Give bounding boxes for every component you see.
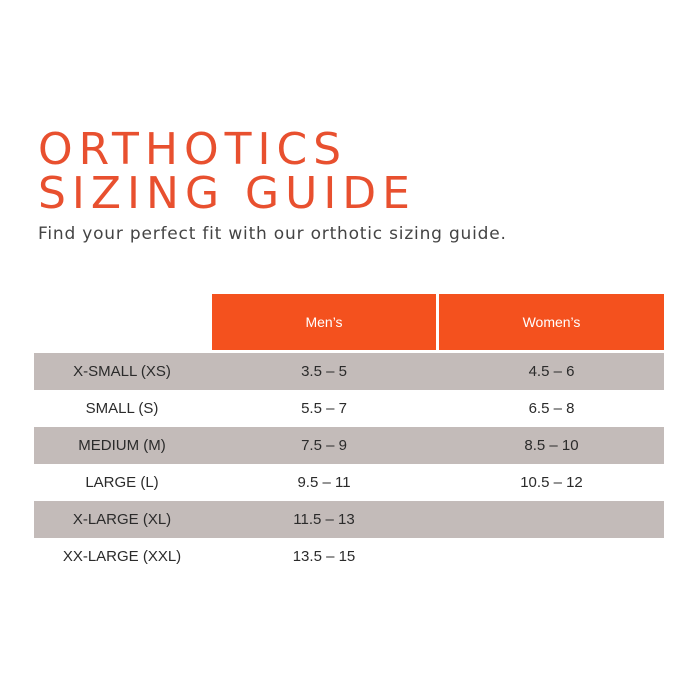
table-row (34, 353, 664, 390)
table-row (34, 501, 664, 538)
sizing-table (34, 294, 664, 565)
womens-size: 10.5 – 12 (520, 474, 583, 491)
mens-size: 5.5 – 7 (301, 400, 347, 417)
table-row (34, 390, 664, 427)
title-line-2: SIZING GUIDE (38, 168, 416, 219)
table-body (34, 353, 664, 575)
mens-size: 13.5 – 15 (292, 548, 356, 565)
size-label: X-SMALL (XS) (73, 363, 171, 380)
table-row (34, 464, 664, 501)
table-row (34, 427, 664, 464)
mens-size: 3.5 – 5 (301, 363, 347, 380)
size-label: MEDIUM (M) (78, 437, 166, 454)
womens-size (439, 538, 664, 575)
size-label: X-LARGE (XL) (72, 511, 172, 528)
womens-size: 8.5 – 10 (524, 437, 579, 454)
size-label: XX-LARGE (XXL) (62, 548, 182, 565)
mens-size: 7.5 – 9 (301, 437, 347, 454)
mens-size: 11.5 – 13 (293, 511, 355, 528)
mens-size: 9.5 – 11 (297, 474, 351, 491)
table-header-row (34, 294, 664, 350)
title-line-1: ORTHOTICS (38, 124, 348, 175)
womens-size (439, 501, 664, 538)
header-mens: Men’s (212, 294, 436, 350)
womens-size: 6.5 – 8 (528, 400, 575, 417)
womens-size: 4.5 – 6 (528, 363, 575, 380)
size-label: SMALL (S) (85, 400, 159, 417)
header-womens: Women’s (439, 294, 664, 350)
page-subtitle: Find your perfect fit with our orthotic sizing guide. (38, 224, 507, 244)
size-label: LARGE (L) (85, 474, 159, 491)
table-row (34, 538, 664, 575)
page-title (38, 124, 416, 219)
